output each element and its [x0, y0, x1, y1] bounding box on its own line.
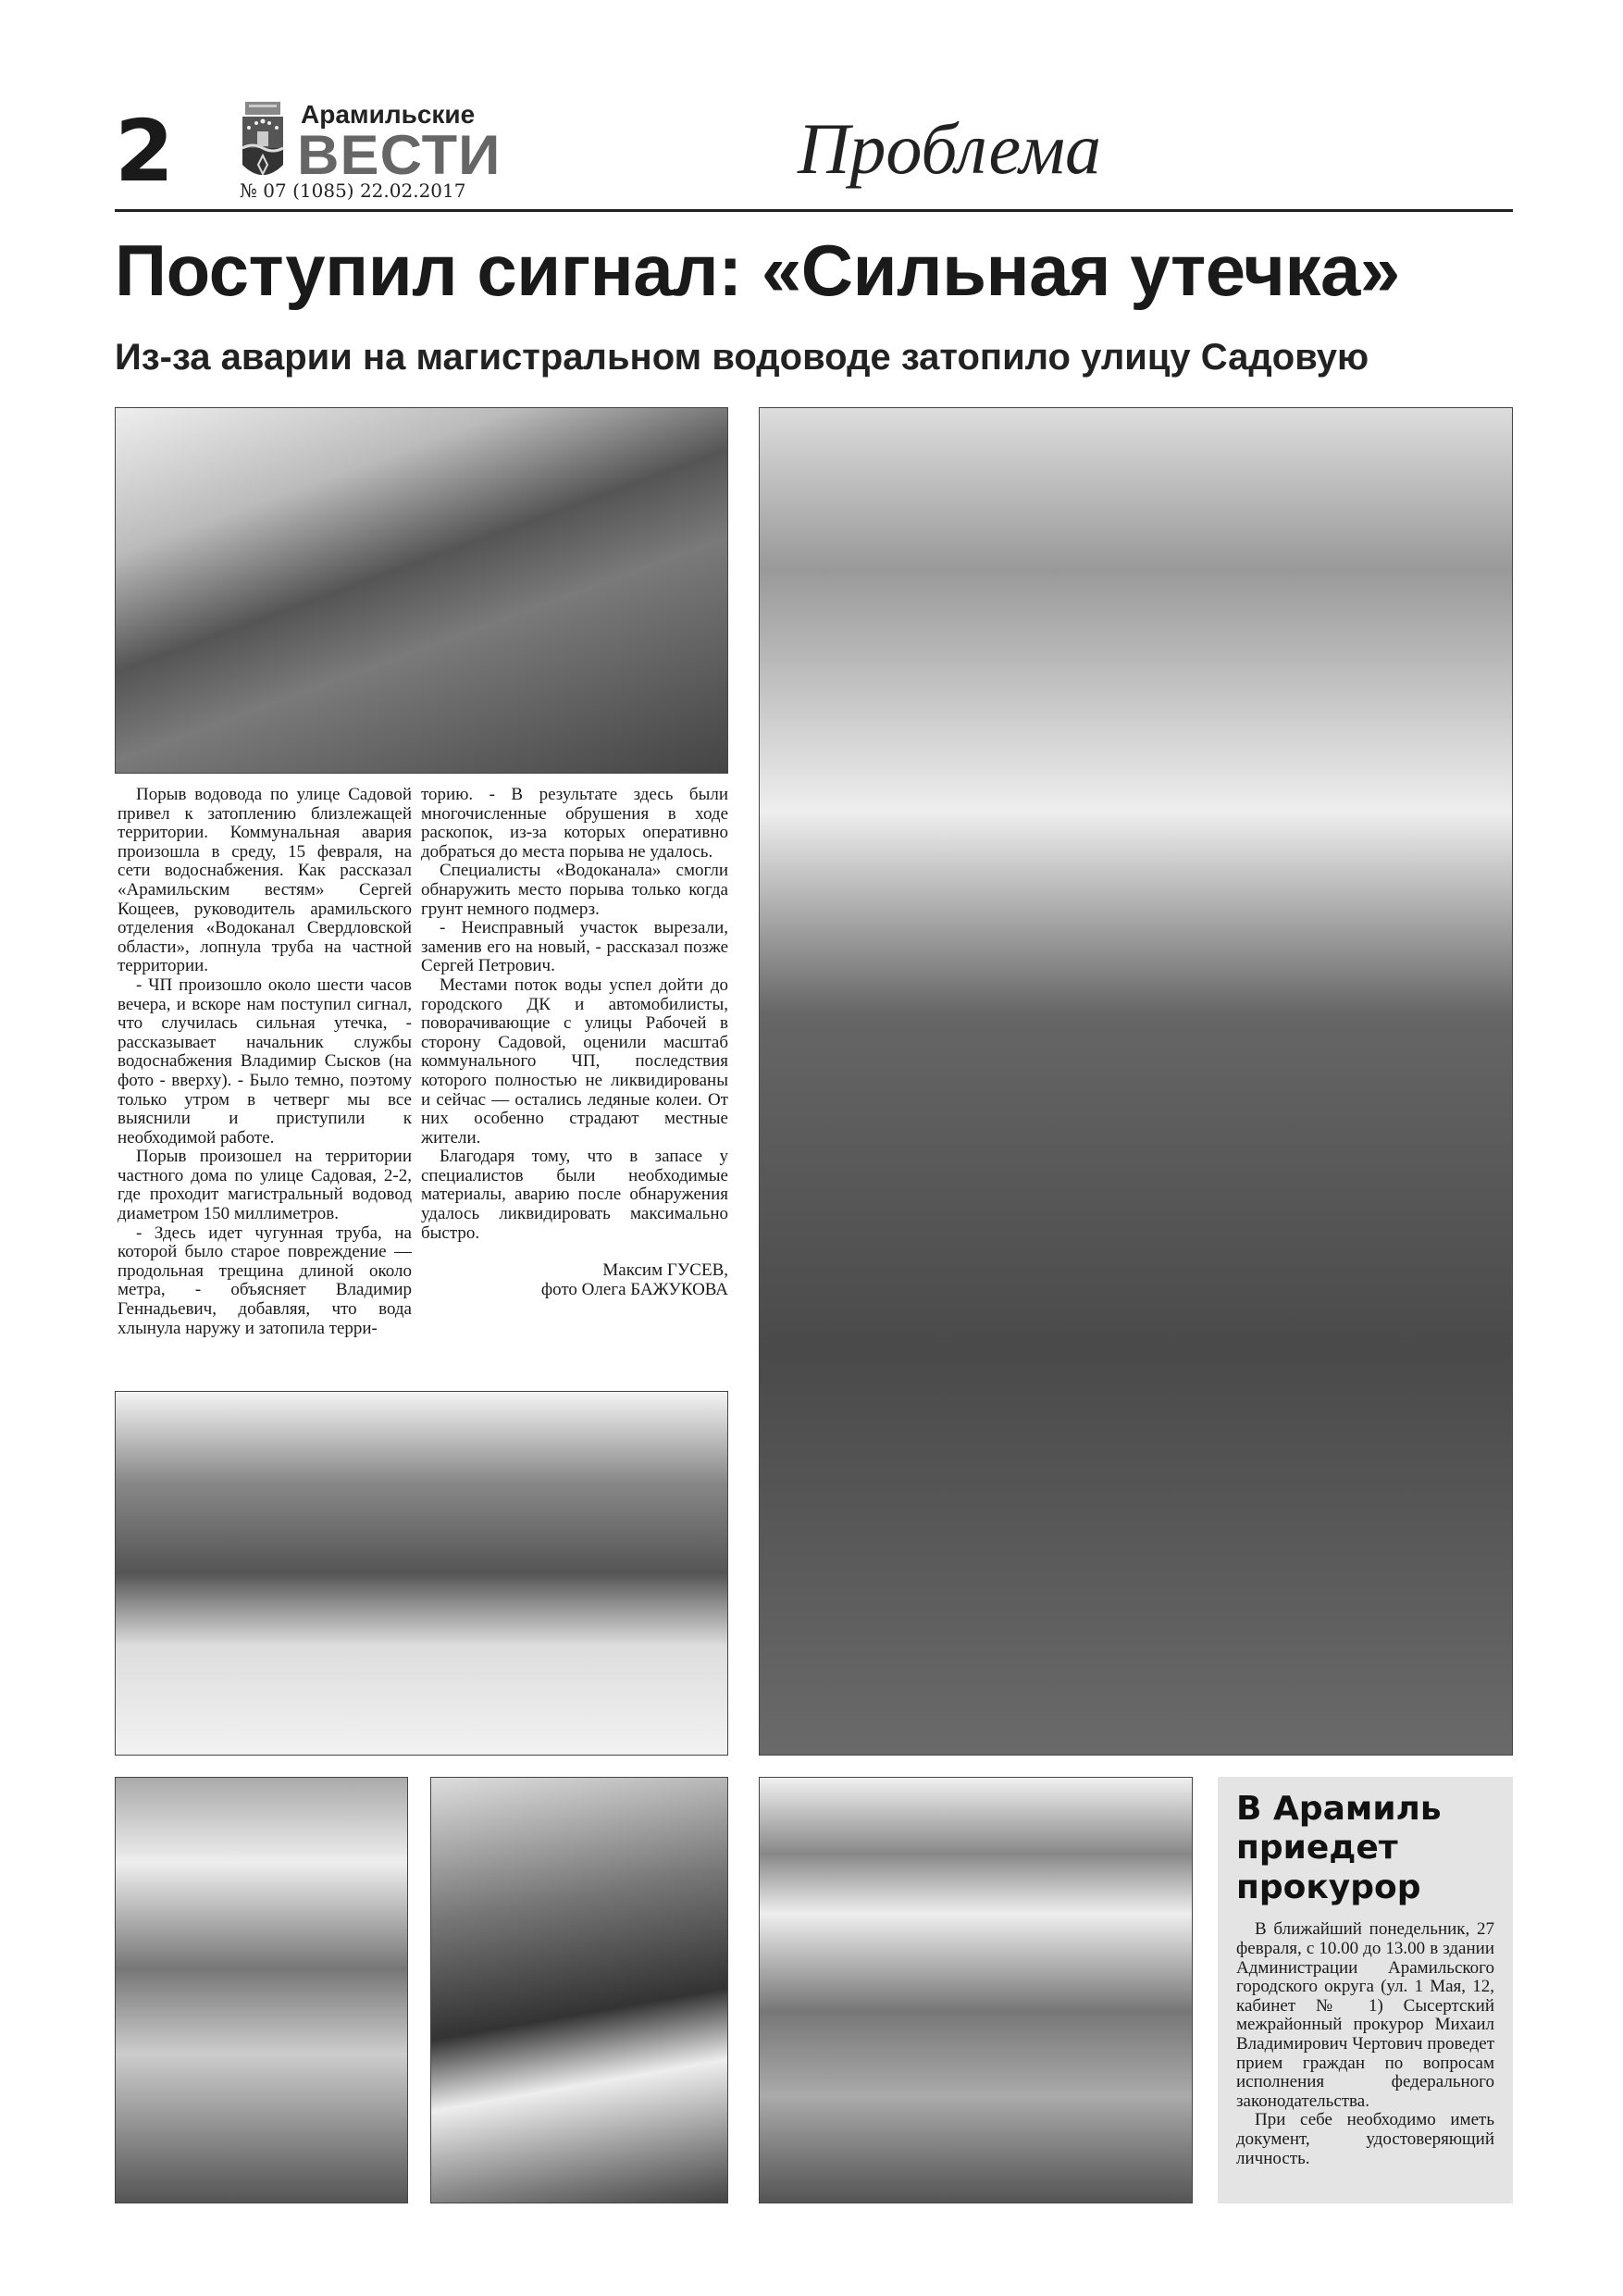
paragraph: Местами поток воды успел дойти до городского ДК и автомобилисты, поворачивающие с улицы Рабочей в сторону Садовой, оценили масштаб коммунального ЧП, последствия которого полностью не ликвидированы и сейчас — остались ледяные колеи. От них особенно страдают местные жители. — [421, 974, 728, 1148]
newspaper-logo — [240, 100, 502, 188]
article-headline: Поступил сигнал: «Сильная утечка» — [115, 230, 1400, 311]
sidebar-news-box — [1218, 1777, 1513, 2203]
photo-snowy-street — [115, 1777, 408, 2203]
author-byline: Максим ГУСЕВ, — [602, 1260, 728, 1281]
paragraph: торию. - В результате здесь были многочисленные обрушения в ходе раскопок, из-за которых оперативно добраться до места порыва не удалось. — [421, 785, 728, 862]
photo-man-in-trench — [115, 407, 728, 774]
paragraph: - Здесь идет чугунная труба, на которой было старое повреждение — продольная трещина длиной около метра, - объясняет Владимир Геннадьевич, добавляя, что вода хлынула наружу и затопила терри- — [118, 1222, 412, 1338]
paragraph: - Неисправный участок вырезали, заменив его на новый, - рассказал позже Сергей Петрович. — [421, 918, 728, 976]
photo-workers-excavation — [759, 407, 1513, 1756]
paragraph: Специалисты «Водоканала» смогли обнаружить место порыва только когда грунт немного подмерз. — [421, 861, 728, 919]
paragraph: Благодаря тому, что в запасе у специалистов были необходимые материалы, аварию после обнаружения удалось ликвидировать максимально быстро. — [421, 1147, 728, 1243]
logo-title-main: ВЕСТИ — [297, 124, 502, 186]
photo-workers-van-pipe — [115, 1391, 728, 1756]
photo-worker-with-pipe — [430, 1777, 728, 2203]
paragraph: В ближайший понедельник, 27 февраля, с 10.00 до 13.00 в здании Администрации Арамильского городского округа (ул. 1 Мая, 12, кабинет № 1) Сысертский межрайонный прокурор Михаил Владимирович Чертович проведет прием граждан по вопросам исполнения федерального законодательства. — [1236, 1919, 1494, 2111]
photo-icy-ruts — [759, 1777, 1193, 2203]
paragraph: При себе необходимо иметь документ, удостоверяющий личность. — [1236, 2110, 1494, 2168]
paragraph: Порыв водовода по улице Садовой привел к затоплению близлежащей территории. Коммунальная авария произошла в среду, 15 февраля, на сети водоснабжения. Как рассказал «Арамильским вестям» Сергей Кощеев, руководитель арамильского отделения «Водоканал Свердловской области», лопнула труба на частной территории. — [118, 785, 412, 976]
article-subheadline: Из-за аварии на магистральном водоводе затопило улицу Садовую — [115, 337, 1369, 378]
paragraph: Порыв произошел на территории частного дома по улице Садовая, 2-2, где проходит магистральный водовод диаметром 150 миллиметров. — [118, 1147, 412, 1224]
sidebar-title: В Арамиль приедет прокурор — [1236, 1790, 1442, 1906]
article-column-1 — [118, 786, 412, 1338]
coat-of-arms-icon — [240, 100, 286, 185]
photo-credit: фото Олега БАЖУКОВА — [540, 1279, 728, 1299]
header-divider — [115, 209, 1513, 212]
issue-number-date: № 07 (1085) 22.02.2017 — [240, 180, 466, 202]
page-number: 2 — [115, 102, 175, 201]
section-rubric: Проблема — [798, 108, 1101, 189]
article-column-2 — [421, 786, 728, 1299]
paragraph: - ЧП произошло около шести часов вечера, и вскоре нам поступил сигнал, что случилась сильная утечка, - рассказывает начальник службы водоснабжения Владимир Сысков (на фото - вверху). - Было темно, поэтому только утром в четверг мы все выяснили и приступили к необходимой работе. — [118, 974, 412, 1148]
logo-title-top: Арамильские — [301, 100, 476, 129]
